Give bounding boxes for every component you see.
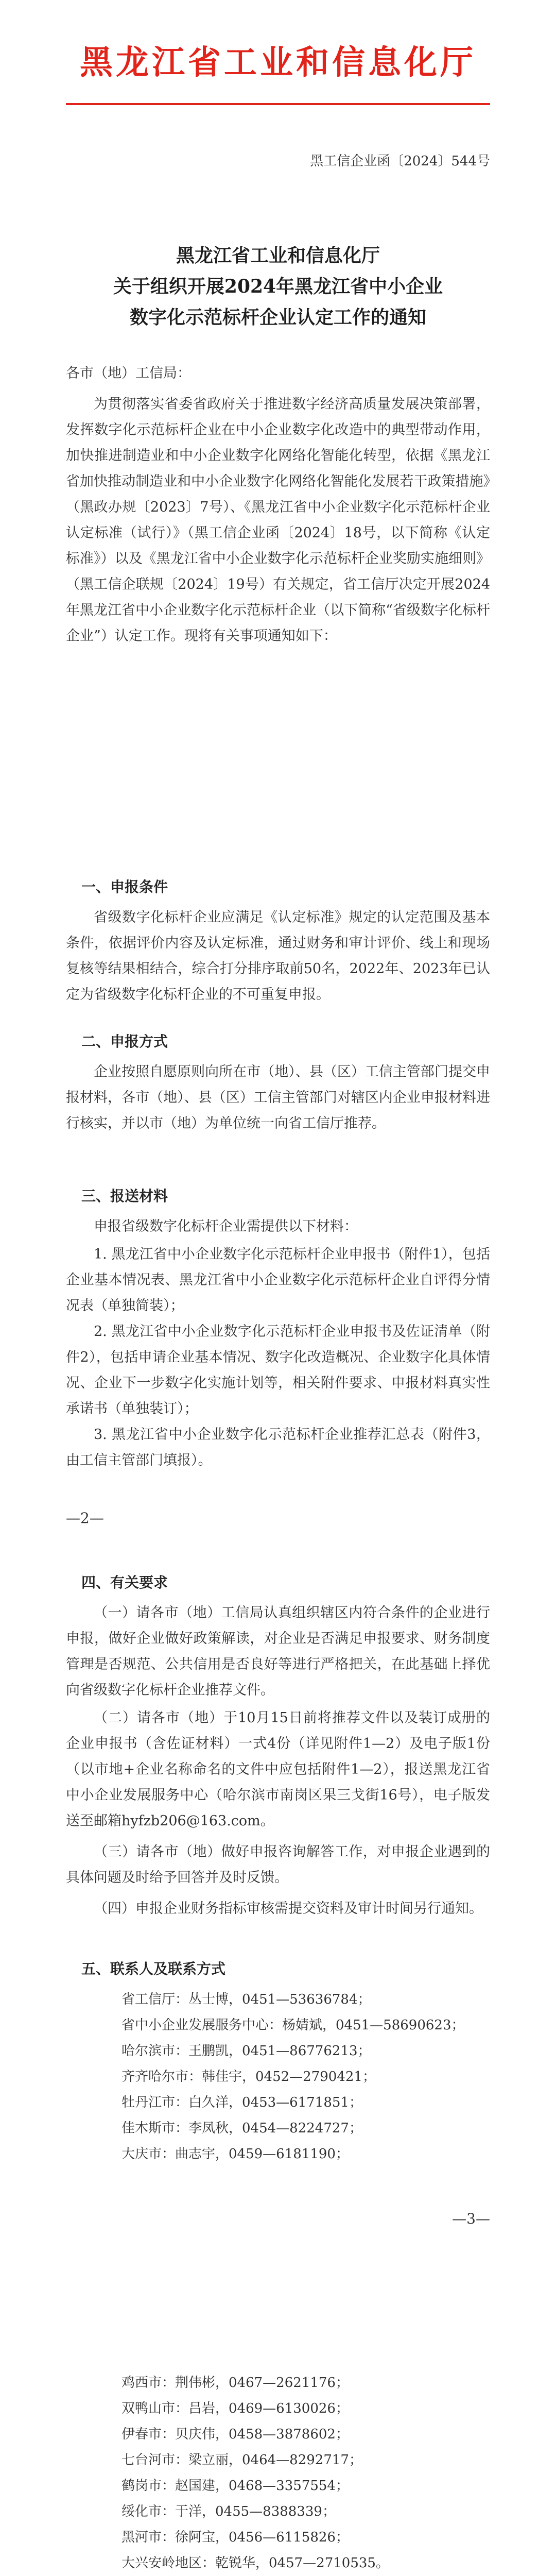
contact-14: 黑河市：徐阿宝，0456—6115826； — [121, 2530, 349, 2545]
doc-title-line-3: 数字化示范标杆企业认定工作的通知 — [129, 307, 426, 328]
section-3-title: 三、报送材料 — [81, 1188, 168, 1205]
section-3-item-2: 2. 黑龙江省中小企业数字化示范标杆企业申报书及佐证清单（附件2），包括申请企业基本情况、数字化改造概况、企业数字化具体情况、企业下一步数字化实施计划等，相关附件要求、申报材料真实性承诺书（单独装订）； — [66, 1324, 490, 1417]
document-number: 黑工信企业函〔2024〕544号 — [310, 154, 490, 169]
contact-3: 哈尔滨市：王鹏凯，0451—86776213； — [121, 2043, 371, 2059]
contact-10: 伊春市：贝庆伟，0458—3878602； — [121, 2427, 349, 2442]
section-1-text: 省级数字化标杆企业应满足《认定标准》规定的认定范围及基本条件，依据评价内容及认定标准，通过财务和审计评价、线上和现场复核等结果相结合，综合打分排序取前50名，2022年、2023年已认定为省级数字化标杆企业的不可重复申报。 — [66, 909, 490, 1003]
section-4-item-3: （三）请各市（地）做好申报咨询解答工作，对申报企业遇到的具体问题及时给予回答并及时反馈。 — [66, 1844, 490, 1886]
section-2-text: 企业按照自愿原则向所在市（地）、县（区）工信主管部门提交申报材料，各市（地）、县（区）工信主管部门对辖区内企业申报材料进行核实，并以市（地）为单位统一向省工信厅推荐。 — [66, 1064, 490, 1131]
section-3-item-3: 3. 黑龙江省中小企业数字化示范标杆企业推荐汇总表（附件3，由工信主管部门填报）。 — [66, 1427, 490, 1468]
section-3-item-1: 1. 黑龙江省中小企业数字化示范标杆企业申报书（附件1），包括企业基本情况表、黑龙江省中小企业数字化示范标杆企业自评得分情况表（单独简装）； — [66, 1246, 490, 1314]
contact-12: 鹤岗市：赵国建，0468—3357554； — [121, 2478, 349, 2494]
section-2-title: 二、申报方式 — [81, 1033, 168, 1050]
page-number-2: —2— — [66, 1510, 104, 1527]
contact-11: 七台河市：梁立丽，0464—8292717； — [121, 2452, 362, 2468]
section-1-title: 一、申报条件 — [81, 878, 168, 895]
header-red-rule — [66, 103, 490, 105]
section-5-title: 五、联系人及联系方式 — [81, 1960, 226, 1977]
contact-4: 齐齐哈尔市：韩佳宇，0452—2790421； — [121, 2069, 376, 2084]
page-number-3: —3— — [452, 2210, 490, 2227]
section-4-item-1: （一）请各市（地）工信局认真组织辖区内符合条件的企业进行申报，做好企业做好政策解读，对企业是否满足申报要求、财务制度管理是否规范、公共信用是否良好等进行严格把关，在此基础上择优向省级数字化标杆企业推荐文件。 — [66, 1605, 490, 1698]
addressee: 各市（地）工信局： — [66, 365, 191, 381]
contact-15: 大兴安岭地区：乾锐华，0457—2710535。 — [121, 2555, 389, 2571]
contact-8: 鸡西市：荆伟彬，0467—2621176； — [121, 2375, 349, 2391]
intro-paragraph: 为贯彻落实省委省政府关于推进数字经济高质量发展决策部署，发挥数字化示范标杆企业在中小企业数字化改造中的典型带动作用，加快推进制造业和中小企业数字化网络化智能化转型，依据《黑龙江省加快推动制造业和中小企业数字化网络化智能化发展若干政策措施》（黑政办规〔2023〕7号）、《黑龙江省中小企业数字化示范标杆企业认定标准（试行）》（黑工信企业函〔2024〕18号，以下简称《认定标准》）以及《黑龙江省中小企业数字化示范标杆企业奖励实施细则》（黑工信企联规〔2024〕19号）有关规定，省工信厅决定开展2024年黑龙江省中小企业数字化示范标杆企业（以下简称“省级数字化标杆企业”）认定工作。现将有关事项通知如下： — [66, 396, 490, 644]
doc-title-line-2: 关于组织开展2024年黑龙江省中小企业 — [113, 276, 443, 297]
contact-13: 绥化市：于洋，0455—8388339； — [121, 2504, 336, 2519]
agency-header-title: 黑龙江省工业和信息化厅 — [80, 44, 476, 82]
section-4-item-2: （二）请各市（地）于10月15日前将推荐文件以及装订成册的企业申报书（含佐证材料）一式4份（详见附件1—2）及电子版1份（以市地+企业名称命名的文件中应包括附件1—2），报送黑龙江省中小企业发展服务中心（哈尔滨市南岗区果三戈街16号），电子版发送至邮箱hyfzb206@163.com。 — [66, 1710, 490, 1829]
doc-title-line-1: 黑龙江省工业和信息化厅 — [176, 245, 380, 266]
contact-9: 双鸭山市：吕岩，0469—6130026； — [121, 2401, 349, 2416]
contact-5: 牡丹江市：白久洋，0453—6171851； — [121, 2095, 362, 2110]
contact-6: 佳木斯市：李凤秋，0454—8224727； — [121, 2121, 362, 2136]
section-4-item-4: （四）申报企业财务指标审核需提交资料及审计时间另行通知。 — [94, 1901, 483, 1917]
contact-1: 省工信厅：丛士博，0451—53636784； — [121, 1992, 371, 2007]
section-3-intro: 申报省级数字化标杆企业需提供以下材料： — [94, 1218, 358, 1234]
contact-7: 大庆市：曲志宇，0459—6181190； — [121, 2146, 349, 2162]
section-4-title: 四、有关要求 — [81, 1574, 168, 1591]
contact-2: 省中小企业发展服务中心：杨婧斌，0451—58690623； — [121, 2018, 465, 2033]
